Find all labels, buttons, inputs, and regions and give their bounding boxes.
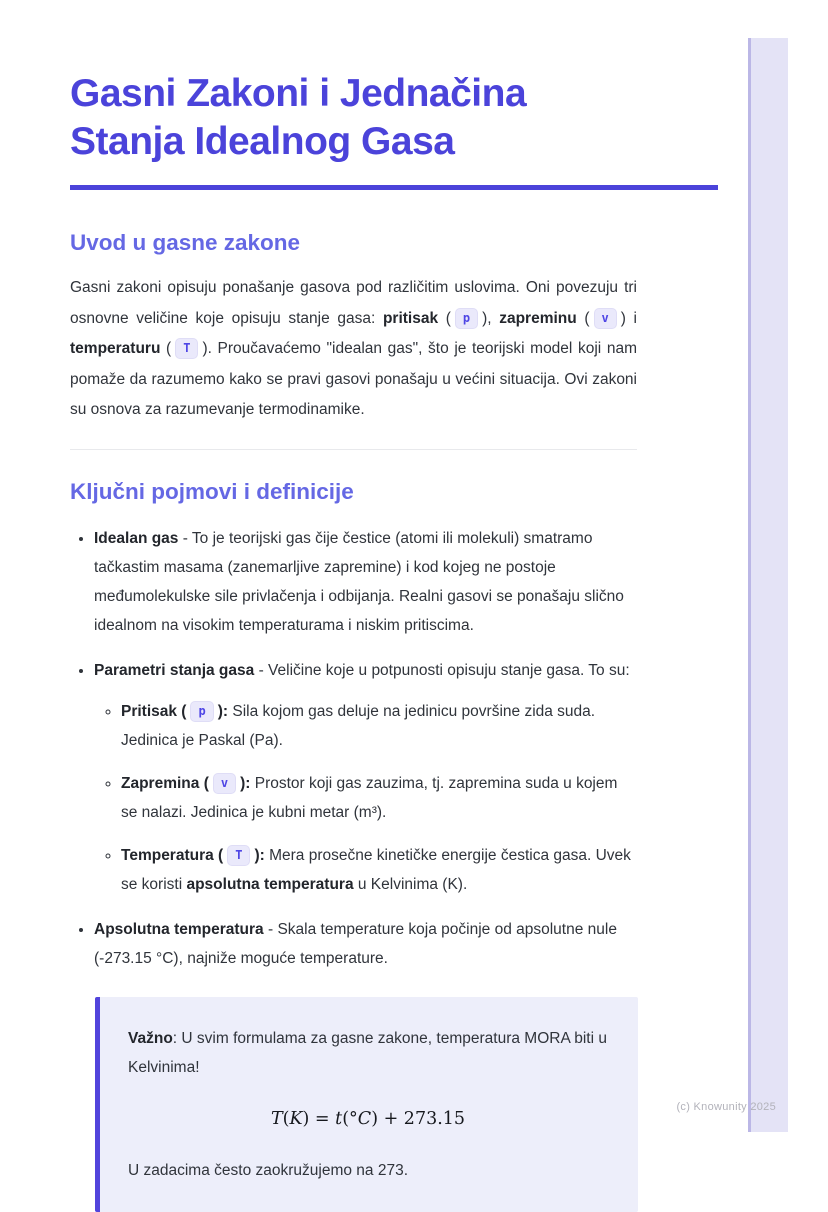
code-chip: T: [175, 338, 198, 359]
sub-list: [94, 697, 637, 899]
section-heading-concepts: Ključni pojmovi i definicije: [70, 478, 354, 504]
list-item: • Parametri stanja gasa - Veličine koje u potpunosti opisuju stanje gasa. To su: ◦ Pritisak ( p ): Sila kojom gas deluje na jedinicu površine zida suda. Jedinica je Paskal (Pa). ◦ Zapremina ( v ): Prostor koji gas zauzima, tj. zapremina suda u kojem se nalazi. Jedinica je kubni metar (m³). ◦ Temperatura ( T ): Mera prosečne kinetičke energije čestica gasa. Uvek se koristi apsolutna temperatura u Kelvinima (K).: [94, 656, 637, 899]
list-item: • Idealan gas - To je teorijski gas čije čestice (atomi ili molekuli) smatramo tačkastim masama (zanemarljive zapremine) i kod kojeg ne postoje međumolekulske sile privlačenja i odbijanja. Realni gasovi se ponašaju slično idealnom na visokim temperaturama i niskim pritiscima.: [94, 524, 637, 640]
code-chip: v: [213, 773, 236, 794]
code-chip: T: [227, 845, 250, 866]
code-chip: p: [190, 701, 213, 722]
sub-list-item: ◦ Zapremina ( v ): Prostor koji gas zauzima, tj. zapremina suda u kojem se nalazi. Jedinica je kubni metar (m³).: [121, 769, 637, 827]
section-heading-intro: Uvod u gasne zakone: [70, 230, 301, 255]
callout-text: Važno: U svim formulama za gasne zakone, temperatura MORA biti u Kelvinima!: [128, 1029, 607, 1076]
right-edge-strip: [748, 38, 788, 1132]
callout-note: U zadacima često zaokružujemo na 273.: [128, 1161, 409, 1179]
temperature-conversion-formula: T(K) = t(°C) + 273.15: [270, 1108, 466, 1129]
code-chip: v: [594, 308, 617, 329]
list-item: • Apsolutna temperatura - Skala temperature koja počinje od apsolutne nule (-273.15 °C), najniže moguće temperature.: [94, 915, 637, 973]
concepts-list: [70, 524, 637, 973]
intro-paragraph: Gasni zakoni opisuju ponašanje gasova pod različitim uslovima. Oni povezuju tri osnovne veličine koje opisuju stanje gasa: pritisak ( p ), zapreminu ( v ) i temperaturu ( T ). Proučavaćemo "idealan gas", što je teorijski model koji nam pomaže da razumemo kako se pravi gasovi ponašaju u većini situacija. Ovi zakoni su osnova za razumevanje termodinamike.: [70, 279, 638, 418]
section-divider: [70, 449, 637, 450]
document-content: [70, 0, 718, 1212]
important-callout-box: [95, 997, 638, 1212]
sub-list-item: ◦ Temperatura ( T ): Mera prosečne kinetičke energije čestica gasa. Uvek se koristi apsolutna temperatura u Kelvinima (K).: [121, 841, 637, 899]
title-underline: [70, 185, 718, 190]
page-title: Gasni Zakoni i Jednačina Stanja Idealnog Gasa: [70, 72, 527, 163]
footer-credit: (c) Knowunity 2025: [676, 1101, 776, 1113]
code-chip: p: [455, 308, 478, 329]
sub-list-item: ◦ Pritisak ( p ): Sila kojom gas deluje na jedinicu površine zida suda. Jedinica je Paskal (Pa).: [121, 697, 637, 755]
